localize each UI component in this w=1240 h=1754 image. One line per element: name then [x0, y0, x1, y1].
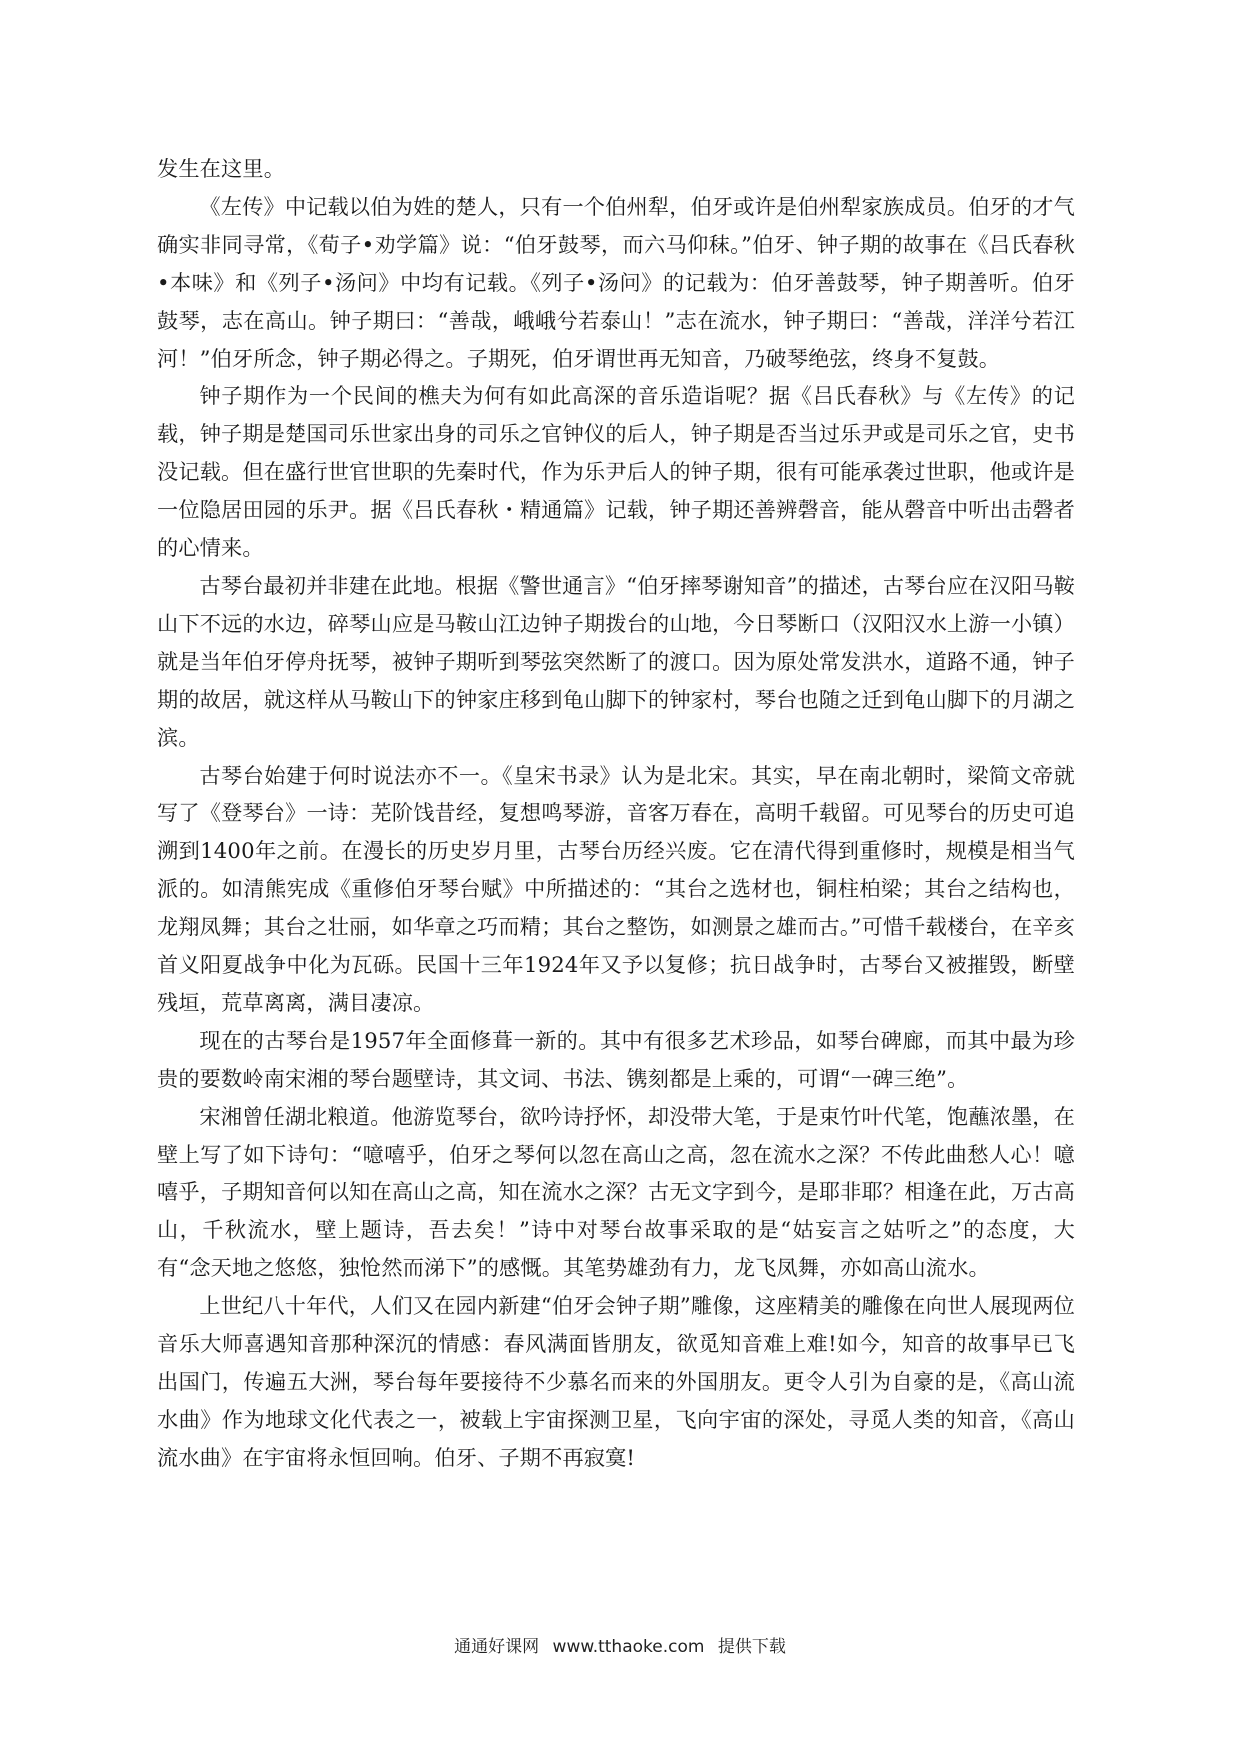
- article-body: [157, 150, 1075, 1477]
- paragraph-history: 古琴台始建于何时说法亦不一。《皇宋书录》认为是北宋。其实，早在南北朝时，梁简文帝就写了《登琴台》一诗：芜阶饯昔经，复想鸣琴游，音客万春在，高明千载留。可见琴台的历史可追溯到1400年之前。在漫长的历史岁月里，古琴台历经兴废。它在清代得到重修时，规模是相当气派的。如清熊宪成《重修伯牙琴台赋》中所描述的：“其台之选材也，铜柱柏梁；其台之结构也，龙翔凤舞；其台之壮丽，如华章之巧而精；其台之整饬，如测景之雄而古。”可惜千载楼台，在辛亥首义阳夏战争中化为瓦砾。民国十三年1924年又予以复修；抗日战争时，古琴台又被摧毁，断壁残垣，荒草离离，满目凄凉。: [157, 762, 1075, 1015]
- paragraph-statue: 上世纪八十年代，人们又在园内新建“伯牙会钟子期”雕像，这座精美的雕像在向世人展现两位音乐大师喜遇知音那种深沉的情感：春风满面皆朋友，欲觅知音难上难!如今，知音的故事早已飞出国门，传遍五大洲，琴台每年要接待不少慕名而来的外国朋友。更令人引为自豪的是，《高山流水曲》作为地球文化代表之一，被载上宇宙探测卫星，飞向宇宙的深处，寻觅人类的知音，《高山流水曲》在宇宙将永恒回响。伯牙、子期不再寂寞!: [157, 1293, 1075, 1470]
- paragraph-zhongziqi: 钟子期作为一个民间的樵夫为何有如此高深的音乐造诣呢？据《吕氏春秋》与《左传》的记载，钟子期是楚国司乐世家出身的司乐之官钟仪的后人，钟子期是否当过乐尹或是司乐之官，史书没记载。但在盛行世官世职的先秦时代，作为乐尹后人的钟子期，很有可能承袭过世职，他或许是一位隐居田园的乐尹。据《吕氏春秋・精通篇》记载，钟子期还善辨磬音，能从磬音中听出击磬者的心情来。: [157, 383, 1075, 561]
- page-footer: [0, 1635, 1240, 1659]
- paragraph-zuozhuan: 《左传》中记载以伯为姓的楚人，只有一个伯州犁，伯牙或许是伯州犁家族成员。伯牙的才气确实非同寻常，《荀子•劝学篇》说：“伯牙鼓琴，而六马仰秣。”伯牙、钟子期的故事在《吕氏春秋•本味》和《列子•汤问》中均有记载。《列子•汤问》的记载为：伯牙善鼓琴，钟子期善听。伯牙鼓琴，志在高山。钟子期曰：“善哉，峨峨兮若泰山！”志在流水，钟子期曰：“善哉，洋洋兮若江河！”伯牙所念，钟子期必得之。子期死，伯牙谓世再无知音，乃破琴绝弦，终身不复鼓。: [157, 193, 1075, 371]
- footer-site-name: 通通好课网: [454, 1637, 540, 1657]
- paragraph-continuation: 发生在这里。: [157, 156, 286, 181]
- footer-url: www.tthaoke.com: [552, 1637, 705, 1657]
- paragraph-1957-renovation: 现在的古琴台是1957年全面修葺一新的。其中有很多艺术珍品，如琴台碑廊，而其中最为珍贵的要数岭南宋湘的琴台题壁诗，其文词、书法、镌刻都是上乘的，可谓“一碑三绝”。: [157, 1027, 1075, 1091]
- paragraph-songxiang-poem: 宋湘曾任湖北粮道。他游览琴台，欲吟诗抒怀，却没带大笔，于是束竹叶代笔，饱蘸浓墨，在壁上写了如下诗句：“噫嘻乎，伯牙之琴何以忽在高山之高，忽在流水之深？不传此曲愁人心！噫嘻乎，子期知音何以知在高山之高，知在流水之深？古无文字到今，是耶非耶？相逢在此，万古高山，千秋流水，壁上题诗，吾去矣！”诗中对琴台故事采取的是“姑妄言之姑听之”的态度，大有“念天地之悠悠，独怆然而涕下”的感慨。其笔势雄劲有力，龙飞凤舞，亦如高山流水。: [157, 1103, 1075, 1281]
- paragraph-original-site: 古琴台最初并非建在此地。根据《警世通言》“伯牙摔琴谢知音”的描述，古琴台应在汉阳马鞍山下不远的水边，碎琴山应是马鞍山江边钟子期拨台的山地，今日琴断口（汉阳汉水上游一小镇）就是当年伯牙停舟抚琴，被钟子期听到琴弦突然断了的渡口。因为原处常发洪水，道路不通，钟子期的故居，就这样从马鞍山下的钟家庄移到龟山脚下的钟家村，琴台也随之迁到龟山脚下的月湖之滨。: [157, 572, 1075, 750]
- footer-suffix: 提供下载: [717, 1637, 786, 1657]
